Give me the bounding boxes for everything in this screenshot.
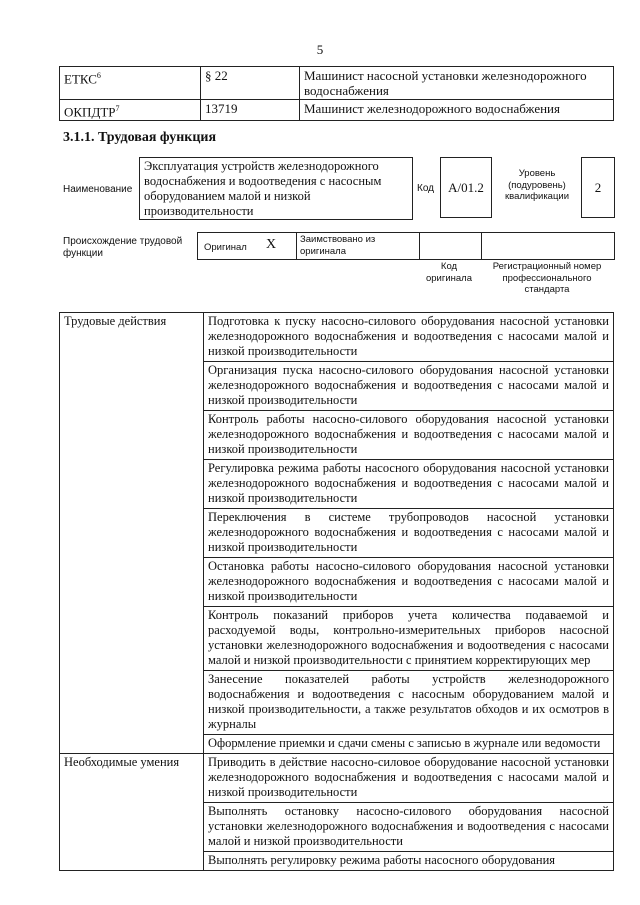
labor-action-item: Подготовка к пуску насосно-силового оборудования насосной установки железнодорожного водоснабжения и водоотведения с насосами малой и низкой производительности — [204, 313, 614, 362]
origin-reg-number-label: Регистрационный номер профессионального стандарта — [492, 261, 602, 295]
function-name-value: Эксплуатация устройств железнодорожного водоснабжения и водоотведения с насосным оборудованием малой и низкой производительности — [139, 157, 413, 220]
skill-item: Выполнять регулировку режима работы насосного оборудования — [204, 852, 614, 871]
reference-name: Машинист насосной установки железнодорожного водоснабжения — [300, 67, 614, 100]
reference-row — [60, 67, 614, 100]
origin-original-label: Оригинал — [204, 242, 247, 253]
function-code-label: Код — [417, 183, 435, 194]
labor-action-item: Оформление приемки и сдачи смены с записью в журнале или ведомости — [204, 735, 614, 754]
section-heading: 3.1.1. Трудовая функция — [63, 130, 217, 145]
labor-function-table — [59, 312, 614, 871]
labor-action-item: Контроль показаний приборов учета количества подаваемой и расходуемой воды, контрольно-измерительных приборов насосной установки железнодорожного водоснабжения и водоотведения с насосами малой и низкой производительности с принятием корректирующих мер — [204, 607, 614, 671]
function-level-value: 2 — [581, 157, 615, 218]
origin-divider — [481, 233, 482, 259]
reference-name: Машинист железнодорожного водоснабжения — [300, 100, 614, 121]
table-row — [60, 313, 614, 362]
labor-actions-label: Трудовые действия — [60, 313, 204, 754]
skill-item: Приводить в действие насосно-силовое оборудование насосной установки железнодорожного водоснабжения и водоотведения с насосами малой и низкой производительности — [204, 754, 614, 803]
table-row — [60, 754, 614, 803]
reference-number: 13719 — [201, 100, 300, 121]
origin-original-mark: X — [266, 237, 277, 252]
reference-row — [60, 100, 614, 121]
reference-table — [59, 66, 614, 121]
page-number: 5 — [316, 42, 324, 57]
function-name-label: Наименование — [63, 184, 133, 195]
origin-borrowed-label: Заимствовано из оригинала — [300, 234, 376, 257]
origin-code-original-label: Код оригинала — [425, 261, 472, 284]
function-level-label: Уровень (подуровень) квалификации — [504, 168, 570, 202]
skills-label: Необходимые умения — [60, 754, 204, 871]
function-code-value: A/01.2 — [440, 157, 492, 218]
reference-code: ОКПДТР$^7$ — [60, 100, 201, 121]
reference-number: § 22 — [201, 67, 300, 100]
labor-action-item: Контроль работы насосно-силового оборудования насосной установки железнодорожного водоснабжения и водоотведения с насосами малой и низкой производительности — [204, 411, 614, 460]
labor-action-item: Регулировка режима работы насосного оборудования насосной установки железнодорожного водоснабжения и водоотведения с насосами малой и низкой производительности — [204, 460, 614, 509]
labor-action-item: Занесение показателей работы устройств железнодорожного водоснабжения и водоотведения с насосным оборудованием малой и низкой производительности, а также результатов обходов и их осмотров в журналы — [204, 671, 614, 735]
origin-label: Происхождение трудовой функции — [63, 236, 183, 259]
labor-action-item: Остановка работы насосно-силового оборудования насосной установки железнодорожного водоснабжения и водоотведения с насосами малой и низкой производительности — [204, 558, 614, 607]
origin-divider — [296, 233, 297, 259]
skill-item: Выполнять остановку насосно-силового оборудования насосной установки железнодорожного водоснабжения и водоотведения с насосами малой и низкой производительности — [204, 803, 614, 852]
origin-divider — [419, 233, 420, 259]
labor-action-item: Организация пуска насосно-силового оборудования насосной установки железнодорожного водоснабжения и водоотведения с насосами малой и низкой производительности — [204, 362, 614, 411]
reference-code: ЕТКС$^6$ — [60, 67, 201, 100]
labor-action-item: Переключения в системе трубопроводов насосной установки железнодорожного водоснабжения и водоотведения с насосами малой и низкой производительности — [204, 509, 614, 558]
